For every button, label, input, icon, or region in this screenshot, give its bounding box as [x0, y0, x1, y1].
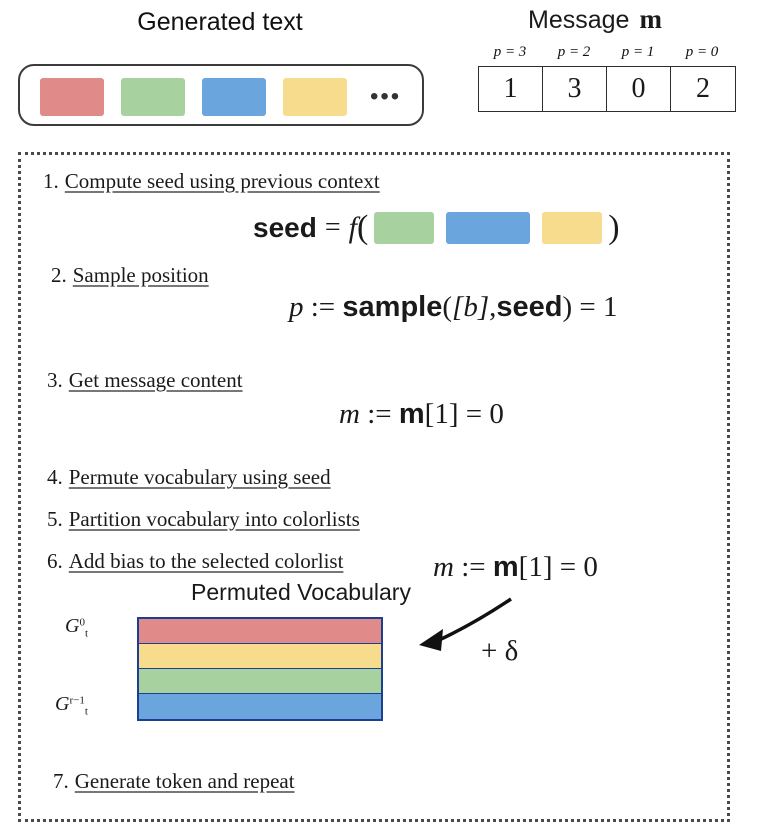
vocab-label-bottom-base: G [55, 693, 70, 715]
message-position-3: p = 3 [493, 44, 527, 60]
step-2-text: Sample position [72, 263, 209, 287]
formula-sample-seed: seed [496, 291, 563, 323]
formula-msg-m-italic: m [339, 398, 360, 430]
message-title [470, 4, 720, 35]
message-cell-0: 1 [479, 67, 543, 111]
permuted-vocabulary-stack [137, 617, 383, 721]
top-row [0, 0, 762, 140]
formula-sample-p: p [289, 291, 304, 323]
message-position-0: p = 0 [685, 44, 719, 60]
step-6 [47, 549, 343, 574]
message-symbol: m [639, 4, 662, 34]
formula-seed-equals: = [324, 212, 341, 243]
seed-context-token-yellow [542, 212, 602, 244]
generated-text-title: Generated text [137, 8, 303, 36]
generated-token-ellipsis: ••• [370, 83, 402, 110]
message-cell-3: 2 [696, 73, 710, 104]
message-table [478, 66, 736, 112]
formula-sample-assign: := [310, 291, 336, 323]
formula-message-content [339, 398, 504, 431]
generated-token-green [121, 78, 185, 116]
generated-token-list [40, 78, 401, 116]
message-position-1: p = 1 [621, 44, 655, 60]
formula-msg-m-bold: m [398, 398, 425, 430]
formula-seed-open-paren: ( [356, 209, 369, 246]
formula-seed-label: seed [253, 212, 317, 243]
formula-bias-index: [1] [518, 551, 553, 583]
generated-text-box [18, 64, 424, 126]
generated-token-blue [202, 78, 266, 116]
formula-seed-close-paren: ) [608, 209, 620, 246]
formula-seed-function: f [348, 211, 357, 244]
step-4 [47, 465, 331, 490]
vocab-label-bottom-sub: t [84, 705, 88, 718]
formula-msg-assign: := [367, 398, 392, 430]
formula-sample-b: [b] [452, 291, 490, 323]
bias-arrow-icon [401, 585, 521, 675]
step-1-text: Compute seed using previous context [64, 169, 380, 193]
vocab-label-bottom [55, 693, 88, 717]
step-2 [51, 263, 209, 288]
permuted-vocabulary-title: Permuted Vocabulary [191, 579, 411, 605]
vocab-row-blue [139, 694, 381, 719]
step-3 [47, 368, 243, 393]
formula-sample-open: ( [442, 291, 453, 323]
step-5-number: 5. [47, 507, 63, 531]
formula-bias-result: 0 [583, 551, 598, 583]
formula-bias-m-italic: m [433, 551, 454, 583]
step-7-number: 7. [53, 769, 69, 793]
formula-bias-assign: := [461, 551, 486, 583]
step-3-number: 3. [47, 368, 63, 392]
message-cell-2: 0 [607, 67, 671, 111]
step-6-text: Add bias to the selected colorlist [68, 549, 344, 573]
formula-delta: + δ [481, 635, 519, 667]
vocab-label-top-base: G [65, 615, 80, 637]
formula-sample-comma: , [489, 291, 497, 323]
step-1 [43, 169, 380, 194]
vocab-row-green [139, 669, 381, 694]
formula-msg-result: 0 [489, 398, 504, 430]
formula-bias-m-bold: m [492, 551, 519, 583]
formula-sample-close: ) [562, 291, 573, 323]
formula-sample-result: 1 [603, 291, 618, 323]
message-title-label: Message [528, 6, 630, 34]
step-4-number: 4. [47, 465, 63, 489]
step-2-number: 2. [51, 263, 67, 287]
vocab-label-top-sub: t [84, 627, 89, 640]
vocab-row-yellow [139, 644, 381, 669]
step-5-text: Partition vocabulary into colorlists [68, 507, 360, 531]
seed-context-token-blue [446, 212, 530, 244]
formula-msg-eq: = [465, 398, 483, 430]
vocab-label-top [65, 615, 88, 639]
vocab-label-bottom-sup: r−1 [69, 694, 85, 707]
message-cell-1: 3 [543, 67, 607, 111]
step-1-number: 1. [43, 169, 59, 193]
step-7 [53, 769, 295, 794]
formula-msg-index: [1] [424, 398, 459, 430]
vocab-row-red [139, 619, 381, 644]
message-position-labels [478, 44, 734, 61]
formula-sample-eq: = [579, 291, 596, 323]
message-position-2: p = 2 [557, 44, 591, 60]
formula-sample-fn: sample [342, 291, 443, 323]
step-5 [47, 507, 360, 532]
step-3-text: Get message content [68, 368, 243, 392]
step-6-number: 6. [47, 549, 63, 573]
vocab-label-top-sup: 0 [79, 616, 85, 629]
step-7-text: Generate token and repeat [74, 769, 295, 793]
formula-bias-eq: = [559, 551, 577, 583]
formula-sample-position [289, 291, 618, 324]
step-4-text: Permute vocabulary using seed [68, 465, 331, 489]
seed-context-token-green [374, 212, 434, 244]
algorithm-panel [18, 152, 730, 822]
generated-token-red [40, 78, 104, 116]
generated-token-yellow [283, 78, 347, 116]
formula-seed [253, 209, 620, 247]
